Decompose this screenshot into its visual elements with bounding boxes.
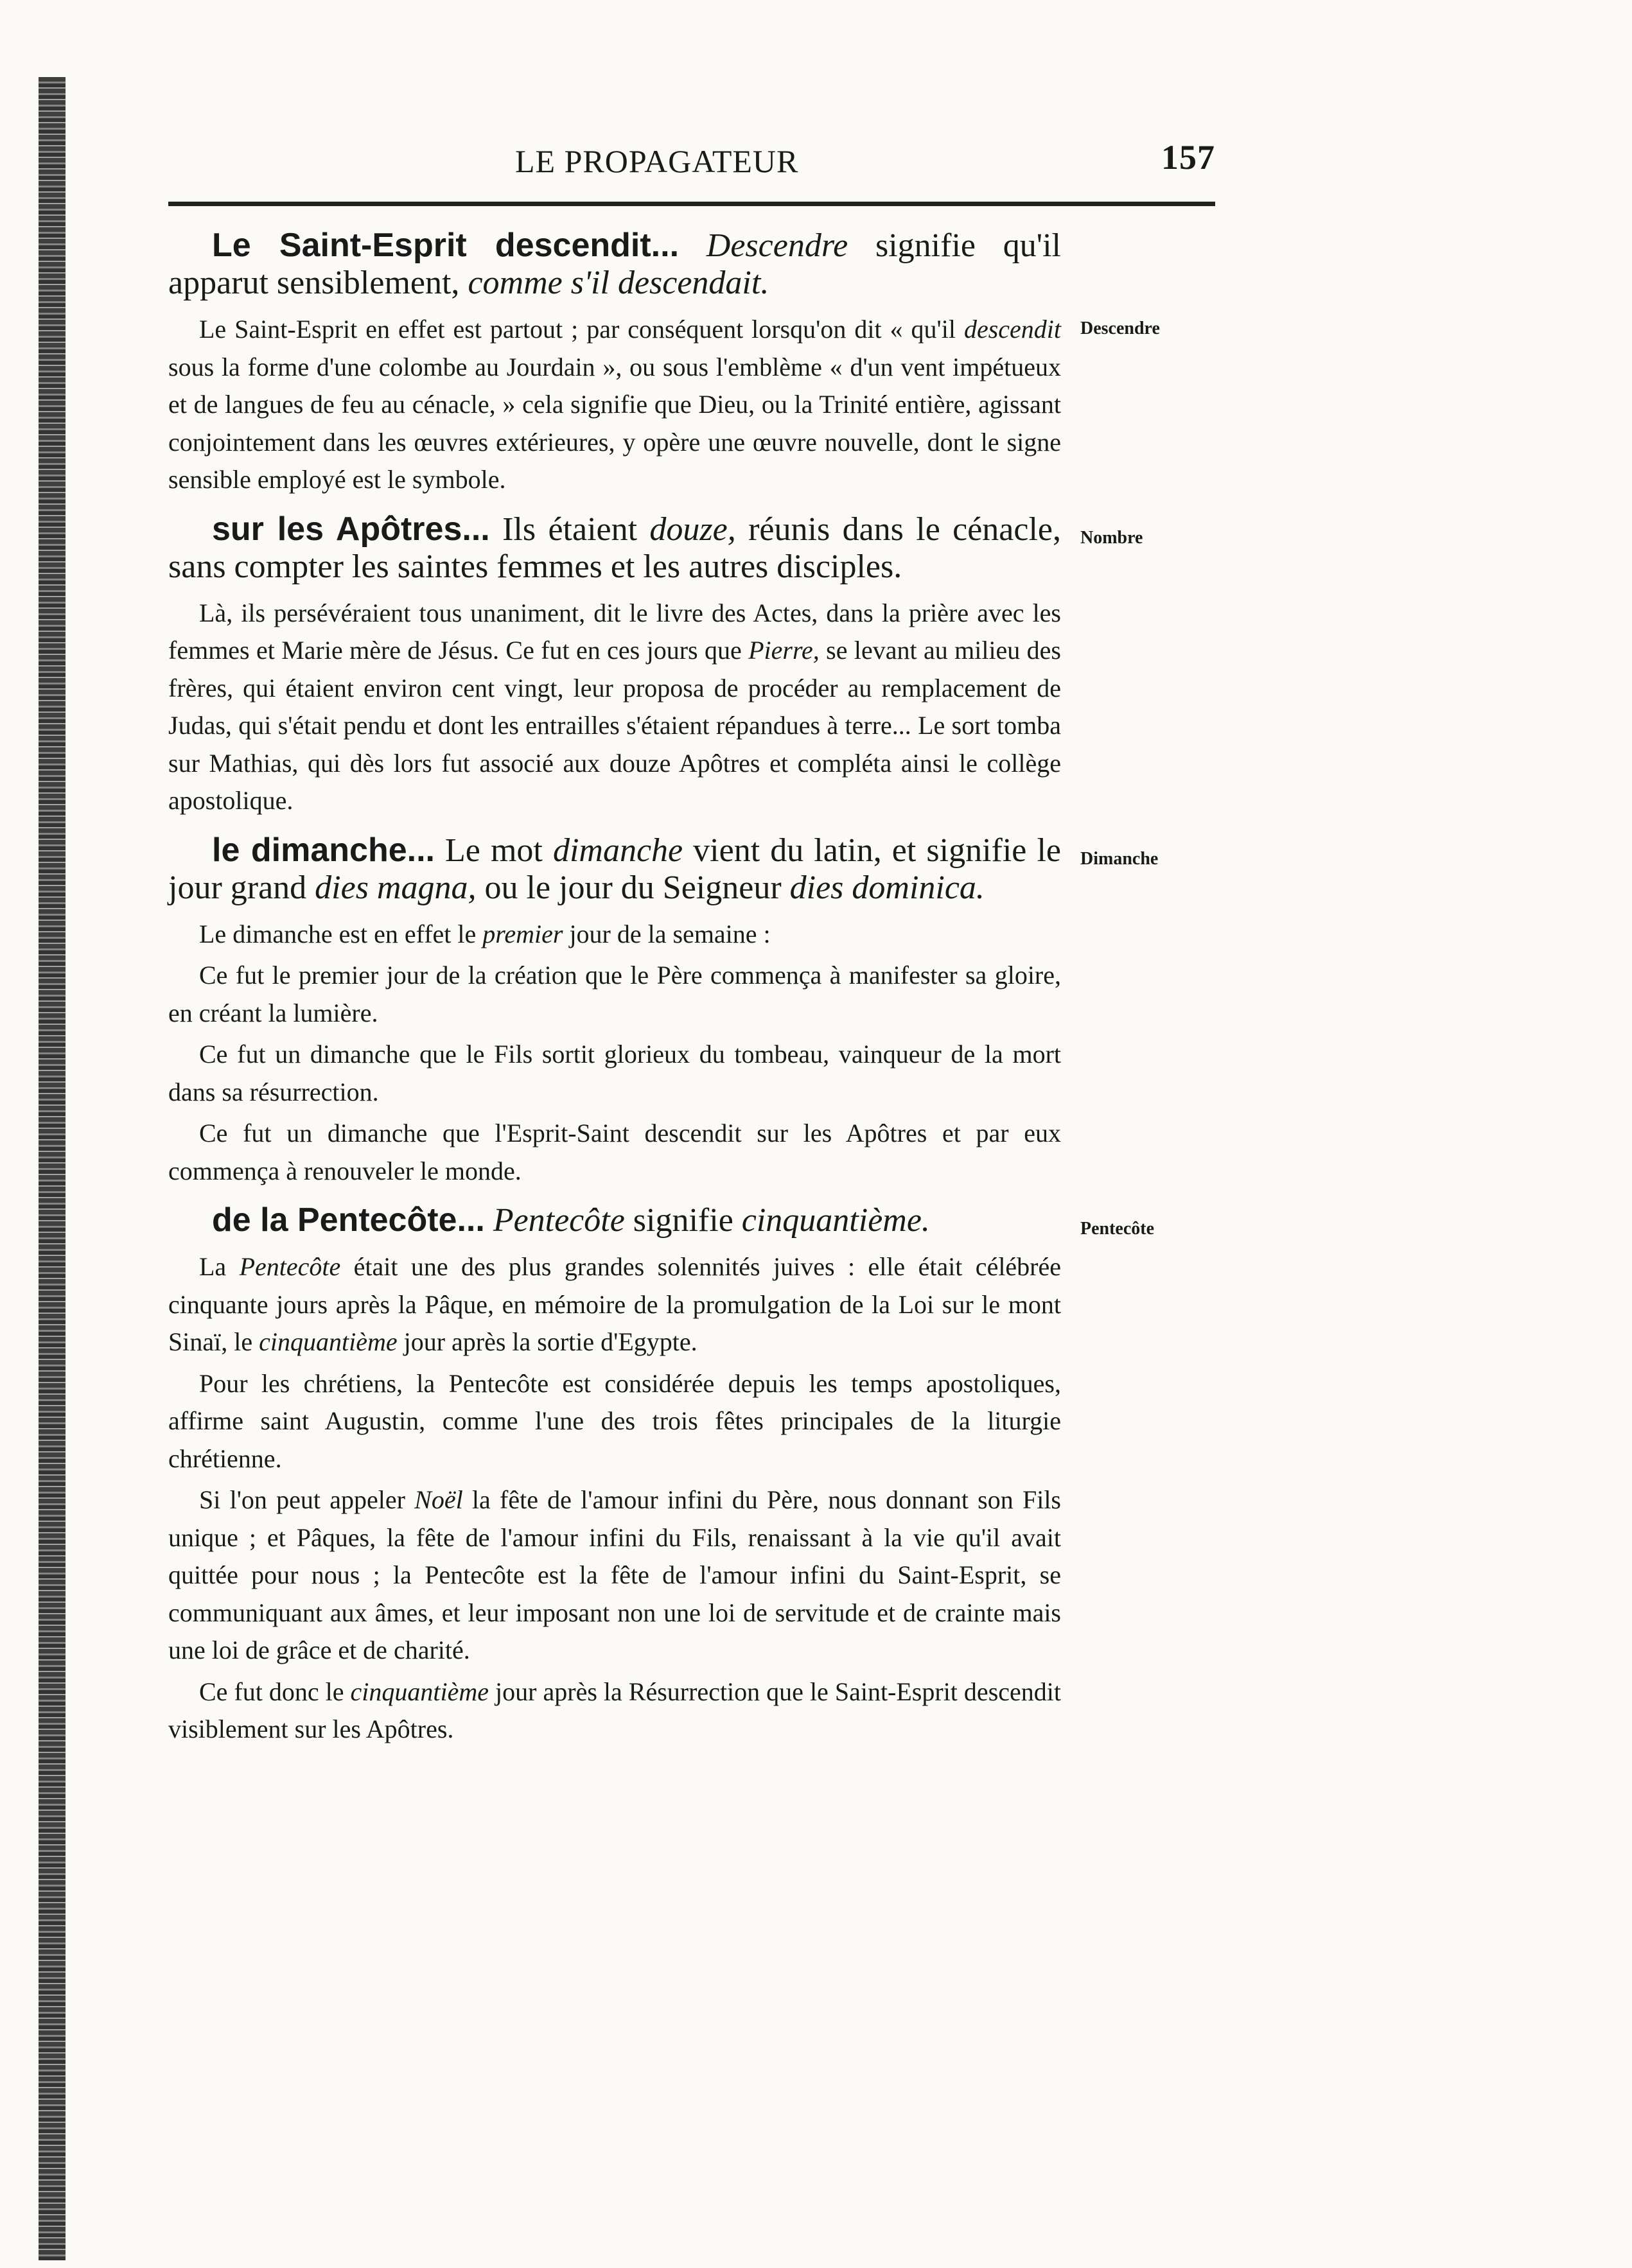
body-text: Le Saint-Esprit en effet est partout ; par conséquent lorsqu'on dit « qu'il	[199, 315, 964, 344]
lead-strong: de la Pentecôte...	[212, 1201, 485, 1239]
margin-note-pentecote: Pentecôte	[1080, 1219, 1155, 1239]
lead-em: dies dominica.	[789, 869, 985, 906]
body-text: sous la forme d'une colombe au Jourdain », ou sous l'emblème « d'un vent impétueux et de langues de feu au cénacle, » cela signifie que Dieu, ou la Trinité entière, agissant conjointement dans les œuvres extérieures, y opère une œuvre nouvelle, dont le signe sensible employé est le symbole.	[168, 352, 1061, 494]
body-paragraph: Ce fut un dimanche que l'Esprit-Saint descendit sur les Apôtres et par eux commença à renouveler le monde.	[168, 1119, 1061, 1185]
lead-em: douze,	[649, 510, 736, 548]
lead-strong: sur les Apôtres...	[212, 510, 490, 548]
body-text: Si l'on peut appeler	[199, 1485, 415, 1514]
body-em: cinquantième	[350, 1677, 489, 1706]
body-paragraph	[168, 1673, 1061, 1749]
body-text: Le dimanche est en effet le	[199, 919, 483, 948]
margin-note-descendre: Descendre	[1080, 318, 1160, 338]
lead-text: Le mot	[434, 832, 553, 869]
body-em: descendit	[963, 315, 1061, 344]
body-text: était une des plus grandes solennités juives : elle était célébrée cinquante jours après la Pâque, en mémoire de la promulgation de la Loi sur le mont Sinaï, le	[168, 1252, 1062, 1356]
page-number: 157	[1161, 138, 1215, 177]
book-spine-shadow	[39, 77, 66, 2260]
body-text: Ce fut donc le	[199, 1677, 351, 1706]
running-title: LE PROPAGATEUR	[515, 143, 799, 179]
lead-text: signifie qu'il apparut sensiblement,	[168, 227, 1062, 301]
lead-paragraph-apotres	[168, 510, 1143, 586]
lead-paragraph-pentecote	[168, 1201, 1155, 1239]
body-text: jour après la sortie d'Egypte.	[397, 1327, 698, 1356]
margin-note-dimanche: Dimanche	[1080, 848, 1159, 869]
lead-em: Pentecôte	[493, 1202, 625, 1239]
body-text: jour de la semaine :	[563, 919, 771, 948]
margin-note-nombre: Nombre	[1080, 527, 1143, 548]
header-rule	[168, 202, 1215, 206]
lead-strong: Le Saint-Esprit descendit...	[212, 227, 680, 264]
body-paragraph	[168, 916, 1061, 954]
lead-text: réunis dans le cénacle, sans compter les saintes femmes et les autres disciples.	[168, 510, 1061, 585]
body-paragraph: Ce fut un dimanche que le Fils sortit glorieux du tombeau, vainqueur de la mort dans sa résurrection.	[168, 1040, 1061, 1106]
lead-em: Descendre	[706, 227, 848, 264]
body-paragraph: Pour les chrétiens, la Pentecôte est considérée depuis les temps apostoliques, affirme saint Augustin, comme l'une des trois fêtes principales de la liturgie chrétienne.	[168, 1368, 1061, 1473]
lead-em: comme s'il descendait.	[468, 265, 769, 301]
body-text: Là, ils persévéraient tous unaniment, dit le livre des Actes, dans la prière avec les femmes et Marie mère de Jésus. Ce fut en ces jours que	[168, 598, 1061, 665]
body-em: Pierre,	[748, 636, 820, 665]
lead-text: vient du latin, et signifie le jour grand	[168, 832, 1061, 906]
body-paragraph	[168, 311, 1061, 499]
lead-text: signifie	[624, 1202, 742, 1239]
body-text: jour après la Résurrection que le Saint-Esprit descendit visiblement sur les Apôtres.	[168, 1677, 1061, 1743]
body-text: la fête de l'amour infini du Père, nous donnant son Fils unique ; et Pâques, la fête de l'amour infini du Fils, renaissant à la vie qu'il avait quittée pour nous ; la Pentecôte est la fête de l'amour infini du Saint-Esprit, se communiquant aux âmes, et leur imposant non une loi de servitude et de crainte mais une loi de grâce et de charité.	[168, 1485, 1061, 1664]
body-em: Noël	[414, 1485, 463, 1514]
lead-text: Ils étaient	[489, 510, 650, 548]
lead-em: cinquantième.	[741, 1202, 930, 1239]
body-paragraph	[168, 595, 1061, 820]
body-text: se levant au milieu des frères, qui étaient environ cent vingt, leur proposa de procéder au remplacement de Judas, qui s'était pendu et dont les entrailles s'étaient répandues à terre... Le sort tomba sur Mathias, qui dès lors fut associé aux douze Apôtres et compléta ainsi le collège apostolique.	[168, 636, 1062, 815]
page	[168, 128, 1215, 2247]
body-paragraph	[168, 1248, 1061, 1361]
lead-em: dimanche	[552, 832, 683, 869]
lead-em: dies magna,	[315, 869, 477, 906]
body-paragraph	[168, 1481, 1061, 1670]
body-paragraph: Ce fut le premier jour de la création que le Père commença à manifester sa gloire, en créant la lumière.	[168, 961, 1061, 1027]
body-em: Pentecôte	[239, 1252, 341, 1281]
body-em: cinquantième	[259, 1327, 398, 1356]
lead-paragraph-dimanche	[168, 831, 1159, 907]
lead-strong: le dimanche...	[212, 831, 435, 869]
body-text: La	[199, 1252, 240, 1281]
body-em: premier	[482, 919, 563, 948]
running-header	[168, 128, 1215, 186]
lead-text: ou le jour du Seigneur	[476, 869, 790, 906]
